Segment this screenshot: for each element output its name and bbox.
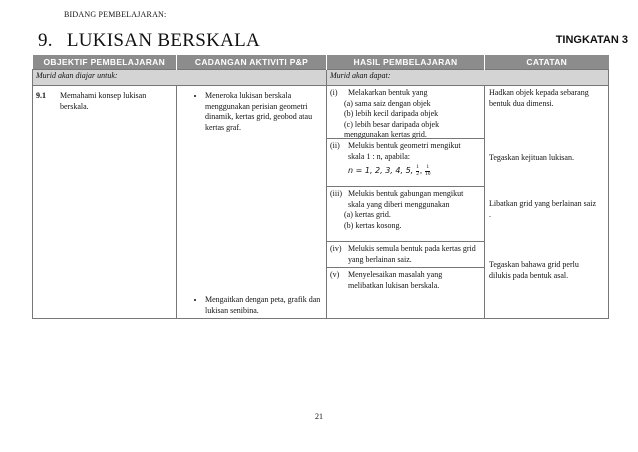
- scale-values: n = 1, 2, 3, 4, 5, $\frac{1}{2}$ , $\frac{1}{10}$: [348, 164, 431, 177]
- notes-cell: [485, 86, 609, 319]
- table-row: [33, 86, 609, 319]
- outcome-subitem: (b) kertas kosong.: [344, 220, 402, 230]
- learning-area-label: BIDANG PEMBELAJARAN:: [64, 10, 167, 19]
- header-objektif: OBJEKTIF PEMBELAJARAN: [33, 55, 177, 70]
- header-catatan: CATATAN: [485, 55, 609, 70]
- row-divider: [327, 241, 484, 242]
- outcome-number: (i): [330, 88, 338, 97]
- outcome-i: [330, 88, 480, 141]
- table-header-row: [33, 55, 609, 70]
- outcome-subitem: (c) lebih besar daripada objek: [344, 119, 440, 129]
- note-item: Tegaskan bahawa grid perlu dilukis pada bentuk asal.: [489, 260, 579, 280]
- header-hasil: HASIL PEMBELAJARAN: [327, 55, 485, 70]
- outcome-subitem: (a) kertas grid.: [344, 210, 391, 219]
- chapter-number: 9.: [38, 30, 53, 51]
- outcomes-cell: [327, 86, 485, 319]
- header-cadangan: CADANGAN AKTIVITI P&P: [177, 55, 327, 70]
- outcome-v: [330, 270, 480, 291]
- outcome-iii: [330, 189, 480, 231]
- row-divider: [327, 267, 484, 268]
- activity-item: • Meneroka lukisan berskala menggunakan perisian geometri dinamik, kertas grid, geobod atau kertas graf.: [205, 91, 322, 133]
- table-subheader-row: [33, 70, 609, 86]
- note-item: Hadkan objek kepada sebarang bentuk dua dimensi.: [489, 88, 589, 108]
- outcome-text: Menyelesaikan masalah yang melibatkan lukisan berskala.: [348, 270, 443, 290]
- curriculum-table: [32, 55, 609, 319]
- fraction-numerator: 1: [426, 164, 430, 170]
- objective-code: 9.1: [36, 91, 46, 100]
- subheader-able: Murid akan dapat:: [327, 70, 609, 86]
- fraction-tenth: [425, 165, 431, 177]
- activity-item: • Mengaitkan dengan peta, grafik dan lukisan senibina.: [205, 295, 322, 316]
- outcome-number: (iv): [330, 244, 342, 253]
- row-divider: [327, 186, 484, 187]
- outcome-text: Melukis bentuk geometri mengikut skala 1 : n, apabila:: [348, 141, 461, 161]
- outcome-number: (iii): [330, 189, 342, 198]
- outcome-subitem: menggunakan kertas grid.: [344, 130, 427, 139]
- outcome-subitem: (a) sama saiz dengan objek: [344, 98, 431, 108]
- row-divider: [327, 138, 484, 139]
- note-item: Tegaskan kejituan lukisan.: [489, 153, 574, 162]
- page-title: [38, 30, 260, 52]
- chapter-title: LUKISAN BERSKALA: [66, 30, 261, 51]
- fraction-numerator: 1: [416, 164, 419, 170]
- outcome-text: Melukis semula bentuk pada kertas grid yang berlainan saiz.: [348, 244, 476, 264]
- activities-list: [177, 91, 326, 316]
- fraction-denominator: 10: [424, 170, 431, 177]
- outcome-number: (ii): [330, 141, 340, 150]
- outcome-number: (v): [330, 270, 340, 279]
- outcome-subitem: (b) lebih kecil daripada objek: [344, 109, 439, 118]
- form-level-label: TINGKATAN 3: [555, 34, 628, 46]
- fraction-half: [416, 165, 419, 177]
- outcome-iv: [330, 244, 480, 265]
- fraction-denominator: 2: [416, 170, 419, 177]
- activities-cell: [177, 86, 327, 319]
- outcome-text: Melukis bentuk gabungan mengikut skala yang diberi menggunakan: [348, 189, 464, 209]
- scale-values-text: n = 1, 2, 3, 4, 5,: [348, 165, 414, 175]
- objective-text: Memahami konsep lukisan berskala.: [60, 91, 147, 111]
- outcome-ii: [330, 141, 480, 177]
- note-item: Libatkan grid yang berlainan saiz .: [489, 199, 597, 219]
- objective-cell: [33, 86, 177, 319]
- outcome-text: Melakarkan bentuk yang: [348, 88, 428, 97]
- subheader-taught: Murid akan diajar untuk:: [33, 70, 327, 86]
- page-number: 21: [315, 412, 323, 421]
